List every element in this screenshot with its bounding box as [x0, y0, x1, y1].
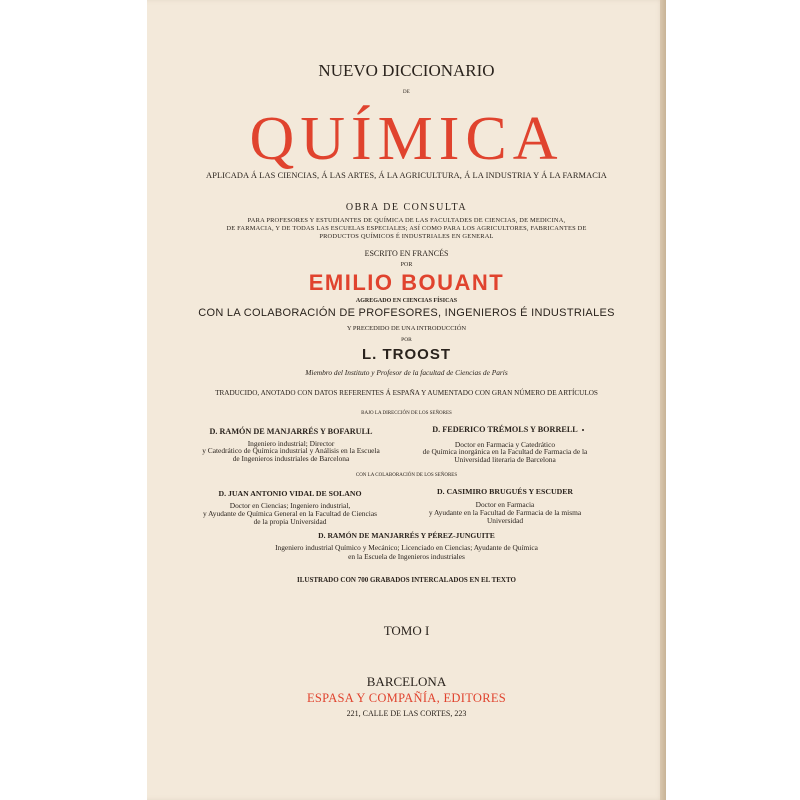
collaborator-block-2	[380, 488, 630, 524]
collaborator-line: Universidad	[486, 515, 524, 525]
collaborator-name: D. CASIMIRO BRUGUÉS Y ESCUDER	[436, 487, 574, 496]
bajo-direccion: BAJO LA DIRECCIÓN DE LOS SEÑORES	[361, 411, 452, 416]
imprint-address: 221, CALLE DE LAS CORTES, 223	[346, 709, 467, 718]
director-line: y Catedrático de Química industrial y Análisis en la Escuela	[202, 446, 380, 456]
obra-line-1: PARA PROFESORES Y ESTUDIANTES DE QUÍMICA DE LAS FACULTADES DE CIENCIAS, DE MEDICINA,	[247, 217, 566, 224]
collaborator-line: Doctor en Farmacia	[475, 500, 535, 510]
volume-label: TOMO I	[383, 623, 430, 638]
collaborator-block-1	[165, 490, 415, 525]
collaborator-line: y Ayudante en la Facultad de Farmacia de la misma	[428, 507, 582, 517]
third-collaborator-name: D. RAMÓN DE MANJARRÉS Y PÉREZ-JUNGUITE	[318, 531, 495, 540]
intro-author-role: Miembro del Instituto y Profesor de la facultad de Ciencias de París	[305, 368, 508, 377]
collaborator-line: de la propia Universidad	[253, 516, 327, 526]
por-label-2: POR	[401, 337, 412, 343]
obra-line-3: PRODUCTOS QUÍMICOS É INDUSTRIALES EN GENERAL	[319, 233, 494, 240]
collaborator-line: y Ayudante de Química General en la Facultad de Ciencias	[203, 508, 377, 518]
de-label: DE	[402, 90, 411, 95]
director-line: Ingeniero industrial; Director	[247, 438, 335, 448]
director-name: D. RAMÓN DE MANJARRÉS Y BOFARULL	[209, 427, 373, 436]
third-collaborator-line: Ingeniero industrial Químico y Mecánico; Licenciado en Ciencias; Ayudante de Química	[275, 543, 538, 552]
director-line: Doctor en Farmacia y Catedrático	[454, 439, 556, 449]
por-label: POR	[400, 262, 413, 268]
director-block-2	[380, 426, 630, 464]
author-role: AGREGADO EN CIENCIAS FÍSICAS	[355, 298, 458, 304]
escrito-label: ESCRITO EN FRANCÉS	[364, 249, 449, 258]
obra-line-2: DE FARMACIA, Y DE TODAS LAS ESCUELAS ESPECIALES; ASÍ COMO PARA LOS AGRICULTORES, FABRICANTES DE	[226, 225, 587, 232]
imprint-city: BARCELONA	[366, 674, 447, 689]
main-title: QUÍMICA	[249, 105, 564, 173]
director-name: D. FEDERICO TRÉMOLS Y BORRELL	[432, 425, 578, 434]
precedido-label: Y PRECEDIDO DE UNA INTRODUCCIÓN	[346, 325, 467, 332]
imprint-publisher: ESPASA Y COMPAÑÍA, EDITORES	[306, 691, 507, 705]
third-collaborator-line: en la Escuela de Ingenieros industriales	[348, 552, 465, 561]
intro-author-name: L. TROOST	[362, 346, 451, 363]
author-name: EMILIO BOUANT	[308, 270, 505, 295]
translation-line: TRADUCIDO, ANOTADO CON DATOS REFERENTES Á ESPAÑA Y AUMENTADO CON GRAN NÚMERO DE ARTÍCULOS	[215, 389, 598, 397]
nuevo-diccionario: NUEVO DICCIONARIO	[318, 61, 495, 80]
director-line: Universidad literaria de Barcelona	[454, 455, 556, 465]
collaboration-line: CON LA COLABORACIÓN DE PROFESORES, INGENIEROS É INDUSTRIALES	[198, 307, 615, 319]
director-line: de Química inorgánica en la Facultad de Farmacia de la	[422, 447, 588, 457]
director-block-1	[166, 428, 416, 463]
obra-heading: OBRA DE CONSULTA	[345, 202, 468, 213]
collaborator-line: Doctor en Ciencias; Ingeniero industrial,	[229, 501, 351, 511]
ink-speck	[582, 429, 584, 431]
collab-heading: CON LA COLABORACIÓN DE LOS SEÑORES	[355, 473, 458, 478]
director-line: de Ingenieros industriales de Barcelona	[232, 454, 350, 464]
subtitle: APLICADA Á LAS CIENCIAS, Á LAS ARTES, Á LA AGRICULTURA, Á LA INDUSTRIA Y Á LA FARMACIA	[206, 171, 607, 180]
illustrated-line: ILUSTRADO CON 700 GRABADOS INTERCALADOS EN EL TEXTO	[297, 576, 516, 584]
collaborator-name: D. JUAN ANTONIO VIDAL DE SOLANO	[218, 489, 362, 498]
